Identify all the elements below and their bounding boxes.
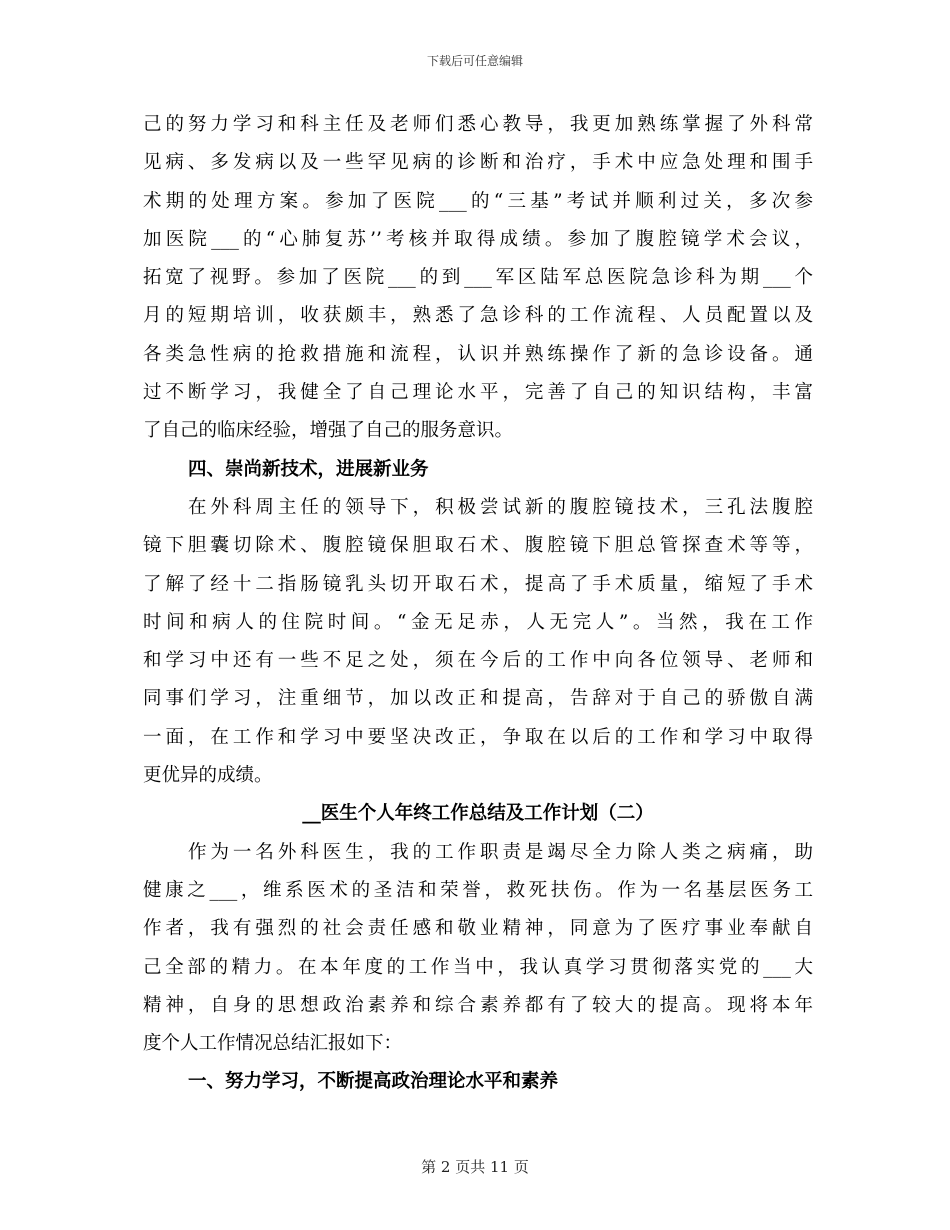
- page-footer: 第 2 页共 11 页: [421, 1158, 529, 1176]
- body-text-line: 作为一名外科医生，我的工作职责是竭尽全力除人类之病痛，助: [188, 841, 813, 863]
- section-heading: 四、崇尚新技术，进展新业务: [188, 458, 429, 480]
- document-title: __医生个人年终工作总结及工作计划（二）: [302, 803, 654, 825]
- document-body: [143, 106, 813, 1102]
- body-text-line: 见病、多发病以及一些罕见病的诊断和治疗，手术中应急处理和围手: [143, 152, 813, 174]
- body-text-line: 一面，在工作和学习中要坚决改正，争取在以后的工作和学习中取得: [143, 726, 813, 748]
- page-header: 下载后可任意编辑: [426, 54, 523, 68]
- body-text-line: 各类急性病的抢救措施和流程，认识并熟练操作了新的急诊设备。通: [143, 343, 813, 365]
- body-text-line: 时间和病人的住院时间。“金无足赤，人无完人”。当然，我在工作: [143, 611, 813, 633]
- body-text-line: 同事们学习，注重细节，加以改正和提高，告辞对于自己的骄傲自满: [143, 688, 813, 710]
- body-text-line: 己的努力学习和科主任及老师们悉心教导，我更加熟练掌握了外科常: [143, 114, 813, 135]
- body-text-line: 了自己的临床经验，增强了自己的服务意识。: [143, 420, 514, 442]
- body-text-line: 和学习中还有一些不足之处，须在今后的工作中向各位领导、老师和: [143, 650, 813, 672]
- body-text-line: 己全部的精力。在本年度的工作当中，我认真学习贯彻落实党的___大: [143, 956, 813, 978]
- body-text-line: 更优异的成绩。: [143, 765, 273, 787]
- body-text-line: 加医院___的“心肺复苏’’考核并取得成绩。参加了腹腔镜学术会议，: [143, 228, 813, 250]
- body-text-line: 拓宽了视野。参加了医院___的到___军区陆军总医院急诊科为期___个: [143, 267, 813, 289]
- body-text-line: 健康之___，维系医术的圣洁和荣誉，救死扶伤。作为一名基层医务工: [143, 879, 813, 901]
- body-text-line: 术期的处理方案。参加了医院___的“三基”考试并顺利过关，多次参: [143, 190, 813, 212]
- body-text-line: 月的短期培训，收获颇丰，熟悉了急诊科的工作流程、人员配置以及: [143, 305, 813, 327]
- body-text-line: 过不断学习，我健全了自己理论水平，完善了自己的知识结构，丰富: [143, 382, 813, 404]
- body-text-line: 作者，我有强烈的社会责任感和敬业精神，同意为了医疗事业奉献自: [143, 918, 813, 940]
- body-text-line: 镜下胆囊切除术、腹腔镜保胆取石术、腹腔镜下胆总管探查术等等，: [143, 535, 813, 557]
- body-text-line: 在外科周主任的领导下，积极尝试新的腹腔镜技术，三孔法腹腔: [188, 496, 813, 518]
- body-text-line: 了解了经十二指肠镜乳头切开取石术，提高了手术质量，缩短了手术: [143, 573, 813, 595]
- body-text-line: 度个人工作情况总结汇报如下：: [143, 1033, 403, 1055]
- body-text-line: 精神，自身的思想政治素养和综合素养都有了较大的提高。现将本年: [143, 994, 813, 1016]
- section-heading: 一、努力学习，不断提高政治理论水平和素养: [188, 1071, 559, 1093]
